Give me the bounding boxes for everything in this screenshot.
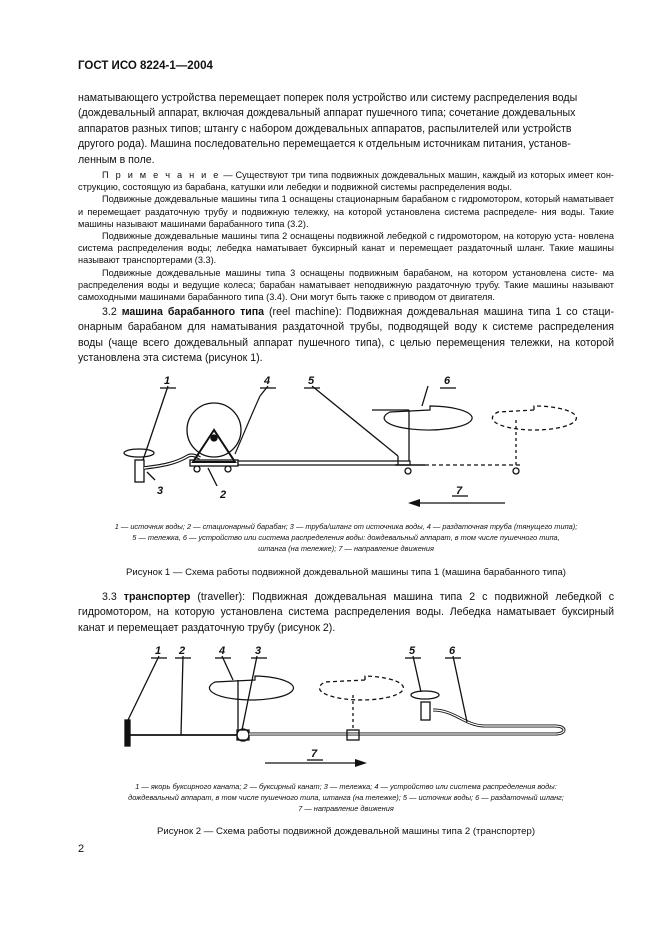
- fig1-label-2: 2: [220, 489, 227, 501]
- figure-2-caption: Рисунок 2 — Схема работы подвижной дождевальной машины типа 2 (транспортер): [156, 826, 536, 837]
- leader-2: [181, 656, 183, 735]
- fig1-label-4: 4: [264, 375, 271, 387]
- legend-line: дождевальный аппарат, в том числе пушечного типа, штанга (на тележке); 5 — источник воды; 6 — раздаточный шланг;: [128, 793, 564, 803]
- leader-6: [453, 656, 467, 722]
- cable-anchor: [125, 720, 130, 746]
- fig2-label-4: 4: [219, 645, 226, 657]
- intro-line: наматывающего устройства перемещает поперек поля устройство или систему распределения воды: [78, 92, 578, 104]
- fig1-label-1: 1: [164, 375, 171, 387]
- delivery-pipe: [238, 461, 410, 465]
- note-type3: Подвижные дождевальные машины типа 3 оснащены подвижным барабаном, на котором установлена систе- ма распределения воды и ведущие колеса; барабан наматывает неподвижную раздаточную трубу. Такие машины называют самоходными машинами барабанного типа (3.4). Они могут быть также с приводом от двигателя.: [78, 267, 614, 303]
- note-intro: [78, 169, 614, 193]
- note-block: [78, 169, 614, 303]
- intro-line: (дождевальный аппарат, включая дождевальный аппарат пушечного типа; сочетание дождевальных: [78, 107, 576, 120]
- leader-2: [208, 468, 217, 486]
- figure-2-diagram: [115, 640, 585, 770]
- next-sprinkler-pattern: [492, 406, 576, 430]
- direction-arrow-head: [408, 499, 420, 507]
- page-header: ГОСТ ИСО 8224-1—2004: [78, 60, 213, 72]
- next-position-wheel: [513, 468, 519, 474]
- legend-line: 1 — якорь буксирного каната; 2 — буксирный канат; 3 — тележка; 4 — устройство или система распределения воды:: [135, 782, 557, 791]
- intro-line: аппаратов разных типов; штангу с набором дождевальных аппаратов, распылителей или устройств: [78, 122, 572, 135]
- section-text: (traveller): Подвижная дождевальная машина типа 2 с подвижной лебедкой с гидромотором, на которую установлена система распределения воды. Лебедка наматывает буксирный канат и перемещает раздаточную трубу (рисунок 2).: [78, 591, 614, 634]
- figure-1-legend: [70, 521, 622, 555]
- section-text: (reel machine): Подвижная дождевальная машина типа 1 со стаци- онарным барабаном для наматывания раздаточной трубы, подводящей воду к системе распределения воды (чаще всего дождевальный аппарат пушечного типа), с целью перемещения тележки, на которой установлена эта система (рисунок 1).: [78, 306, 614, 365]
- leader-3: [147, 472, 155, 480]
- intro-paragraph: [78, 91, 614, 168]
- legend-line: 5 — тележка, 6 — устройство или система распределения воды: дождевальный аппарат, в том числе пушечного типа,: [132, 533, 560, 543]
- leader-3: [242, 656, 257, 730]
- fig2-label-3: 3: [255, 645, 262, 657]
- water-source-spray: [411, 691, 439, 699]
- delivery-hose: [249, 710, 564, 734]
- fig2-label-5: 5: [409, 645, 416, 657]
- drum-axle: [211, 435, 217, 441]
- leader-5: [413, 656, 421, 692]
- pipe-from-drum: [235, 396, 260, 454]
- fig2-label-7: 7: [311, 748, 318, 760]
- fig2-label-2: 2: [179, 645, 186, 657]
- section-term: транспортер: [123, 591, 191, 603]
- leader-1: [143, 386, 168, 460]
- fig1-label-5: 5: [308, 375, 315, 387]
- figure-1-diagram: [80, 368, 580, 514]
- drum-wheel: [225, 466, 231, 472]
- section-term: машина барабанного типа: [121, 306, 265, 318]
- section-number: 3.2: [102, 306, 117, 318]
- note-type1: Подвижные дождевальные машины типа 1 оснащены стационарным барабаном с гидромотором, который наматывает и перемещает раздаточную трубу и подвижную тележку, на которой установлена система распределе- ния воды. Такие машины называют машинами барабанного типа (3.2).: [78, 194, 614, 229]
- page-number: 2: [78, 843, 85, 855]
- leader-1: [128, 656, 159, 720]
- water-source-spray: [124, 449, 154, 457]
- leader-4: [222, 656, 233, 680]
- direction-arrow-head: [355, 759, 367, 767]
- next-sprinkler-pattern: [319, 676, 403, 700]
- legend-line: 7 — направление движения: [298, 804, 394, 814]
- note-type2: Подвижные дождевальные машины типа 2 оснащены подвижной лебедкой с гидромотором, на которую уста- новлена система распределения воды; лебедка наматывает буксирный канат и перемещает раздаточный шланг. Такие машины называют транспортерами (3.3).: [78, 231, 614, 266]
- fig2-label-1: 1: [155, 645, 162, 657]
- fig2-label-6: 6: [449, 645, 456, 657]
- water-source: [421, 702, 430, 720]
- leader-6: [422, 386, 428, 406]
- water-source: [135, 460, 144, 482]
- carriage-winch: [237, 729, 249, 741]
- figure-1-caption: Рисунок 1 — Схема работы подвижной дождевальной машины типа 1 (машина барабанного типа): [126, 567, 566, 578]
- drum-wheel: [194, 466, 200, 472]
- figure-2-legend: [70, 781, 622, 815]
- intro-line: ленным в поле.: [78, 153, 155, 166]
- note-text: — Существуют три типа подвижных дождевальных машин, каждый из которых имеет кон- струкцию, состоящую из барабана, катушки или лебедки и подвижной системы распределения воды.: [78, 170, 614, 193]
- section-3-2: [78, 305, 614, 367]
- legend-line: 1 — источник воды; 2 — стационарный барабан; 3 — труба/шланг от источника воды, 4 — раздаточная труба (тянущего типа);: [114, 522, 578, 531]
- fig1-label-6: 6: [444, 375, 451, 387]
- intro-line: другого рода). Машина последовательно перемещается к отдельным источникам питания, установ-: [78, 138, 571, 151]
- section-3-3: [78, 590, 614, 636]
- fig1-label-3: 3: [157, 485, 164, 497]
- carriage-wheel: [405, 468, 411, 474]
- fig1-label-7: 7: [456, 485, 463, 497]
- note-label: П р и м е ч а н и е: [102, 170, 221, 180]
- section-number: 3.3: [102, 591, 117, 603]
- sprinkler-pattern: [209, 676, 293, 700]
- legend-line: штанга (на тележке); 7 — направление движения: [258, 544, 434, 554]
